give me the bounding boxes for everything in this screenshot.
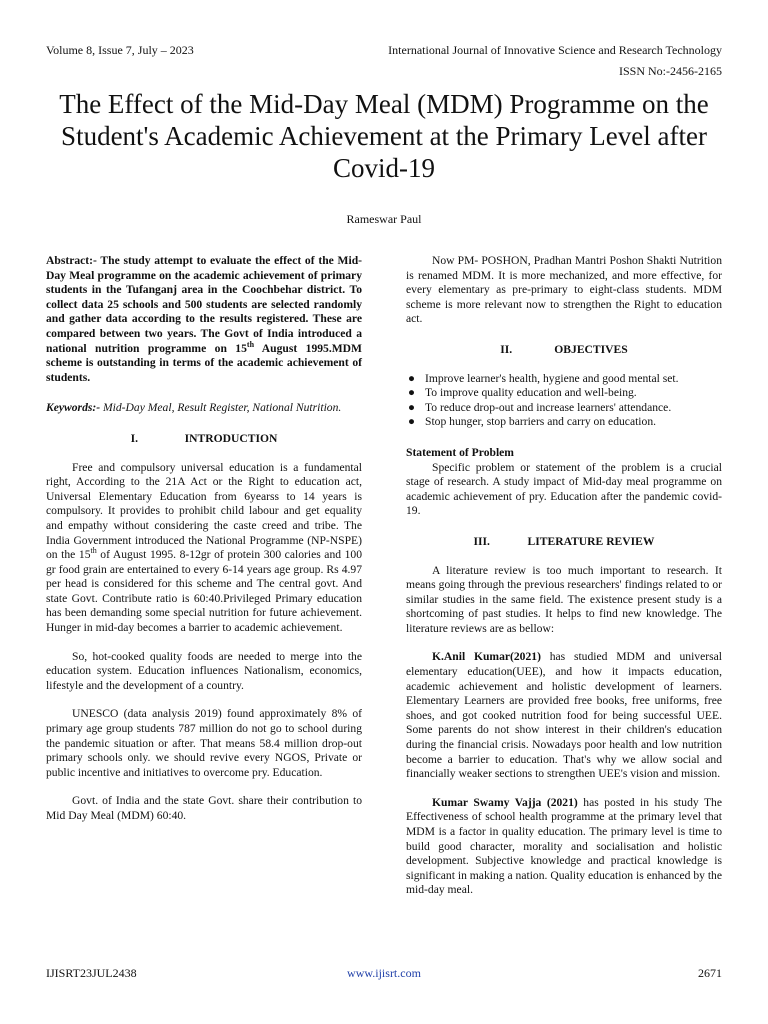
list-item (406, 415, 722, 430)
bullet-icon: ● (408, 386, 416, 400)
page-number: 2671 (698, 966, 722, 980)
section-number: III. (473, 534, 490, 548)
paper-title: The Effect of the Mid-Day Meal (MDM) Programme on the Student's Academic Achievement at the Primary Level after Covid-19 (59, 89, 709, 183)
intro-paragraph-3: UNESCO (data analysis 2019) found approximately 8% of primary age group students 787 million do not go to school during the pandemic situation or after. That means 58.4 million drop-out primary schools only. we should revive every NGOS, Private or public incentive and initiatives to overcome pry. Education. (46, 707, 362, 779)
list-item (406, 401, 722, 416)
intro-text-1b: of August 1995. 8-12gr of protein 300 calories and 100 gr food grain are entertained to every 6-14 years age group. Rs 4.97 per head is considered for this scheme and The central govt. And state Govt. Contribute ratio is 60:40.Privileged Primary education has been demanding some special nutrition for future achievement. Hunger in mid-day becomes a barrier to academic achievement. (46, 548, 363, 635)
section-heading-introduction (46, 432, 362, 447)
right-column (406, 254, 722, 898)
intro-text-1a: Free and compulsory universal education is a fundamental right, According to the 21A Act or the Right to education act, Universal Elementary Education from 6yearss to 14 years is compulsory. It provides to prohibit child labour and get equality and empathy without considering the caste creed and tribe. The India Government introduced the National Programme (NP-NSPE) on the 15 (46, 460, 362, 562)
author-name: Rameswar Paul (346, 212, 422, 226)
issn: ISSN No:-2456-2165 (618, 64, 722, 78)
left-column (46, 254, 362, 824)
citation-text: has studied MDM and universal elementary education(UEE), and how it impacts education, academic achievement and holistic development of learners. Elementary Learners are provided free books, free uniforms, free shoes, and got cooked nutrition food for being successful UEE. Some parents do not show interest in their children's education during the financial crisis. Nowadays poor health and low nutrition become a barrier to education. That's why we allow social and financially weaker sections to strengthen UEE's vision and mission. (406, 650, 722, 781)
bullet-icon: ● (408, 415, 416, 429)
bullet-icon: ● (408, 371, 416, 385)
list-item (406, 386, 722, 401)
section-title: OBJECTIVES (554, 342, 628, 356)
literature-review-2 (406, 796, 722, 898)
paper-code: IJISRT23JUL2438 (46, 966, 137, 980)
citation-author: K.Anil Kumar(2021) (432, 650, 541, 664)
list-item-text: Improve learner's health, hygiene and good mental set. (425, 371, 679, 385)
section-number: I. (130, 431, 139, 445)
objectives-list (406, 372, 722, 430)
section-heading-literature (406, 535, 722, 550)
section-heading-objectives (406, 343, 722, 358)
volume-info: Volume 8, Issue 7, July – 2023 (46, 43, 194, 57)
intro-superscript: th (90, 546, 97, 556)
keywords (46, 401, 362, 416)
list-item (406, 372, 722, 387)
citation-text: has posted in his study The Effectiveness of school health programme at the primary level that MDM is a factor in quality education. The primary level is time to build good character, morality and socialisation and holistic development. Subjective knowledge and practical knowledge is significant in making a nation. Quality education is enhanced by the mid-day meal. (406, 795, 722, 897)
bullet-icon: ● (408, 400, 416, 414)
list-item-text: Stop hunger, stop barriers and carry on education. (425, 415, 657, 429)
citation-author: Kumar Swamy Vajja (2021) (432, 795, 578, 809)
journal-name: International Journal of Innovative Science and Research Technology (388, 43, 722, 57)
keywords-label: Keywords:- (46, 401, 101, 415)
section-title: INTRODUCTION (184, 431, 278, 445)
list-item-text: To reduce drop-out and increase learners' attendance. (425, 400, 672, 414)
section-title: LITERATURE REVIEW (527, 534, 655, 548)
problem-paragraph: Specific problem or statement of the problem is a crucial stage of research. A study impact of Mid-day meal programme on academic achievement of pry. Education after the pandemic covid-19. (406, 460, 722, 518)
problem-heading: Statement of Problem (406, 445, 514, 459)
abstract (46, 254, 362, 385)
section-number: II. (500, 342, 513, 356)
abstract-text-2: August 1995.MDM scheme is outstanding in terms of the academic achievement of students. (46, 341, 362, 384)
journal-url-link[interactable]: www.ijisrt.com (347, 966, 421, 980)
keywords-text: Mid-Day Meal, Result Register, National Nutrition. (100, 401, 342, 415)
abstract-superscript: th (246, 339, 255, 349)
literature-review-1 (406, 650, 722, 781)
intro-paragraph-1 (46, 461, 362, 636)
list-item-text: To improve quality education and well-being. (425, 386, 637, 400)
literature-intro-paragraph: A literature review is too much important to research. It means going through the previous researchers' findings related to or similar studies in the same field. The existence present study is a shortcoming of past studies. It helps to find new knowledge. The literature reviews are as bellow: (406, 563, 722, 635)
pm-poshon-paragraph: Now PM- POSHON, Pradhan Mantri Poshon Shakti Nutrition is renamed MDM. It is more mechanized, and more effective, for every elementary as pre-primary to eight-class students. MDM scheme is more relevant now to strengthen the Right to education act. (406, 254, 722, 326)
abstract-text-1: Abstract:- The study attempt to evaluate the effect of the Mid-Day Meal programme on the academic achievement of primary students in the Tufanganj area in the Coochbehar district. To collect data 25 schools and 500 students are selected randomly and gather data according to the results registered. These are compared between two years. The Govt of India introduced a national nutrition programme on 15 (46, 254, 362, 355)
intro-paragraph-4: Govt. of India and the state Govt. share their contribution to Mid Day Meal (MDM) 60:40. (46, 794, 362, 822)
intro-paragraph-2: So, hot-cooked quality foods are needed to merge into the education system. Education influences Nationalism, economics, lifestyle and the development of a country. (46, 649, 362, 692)
